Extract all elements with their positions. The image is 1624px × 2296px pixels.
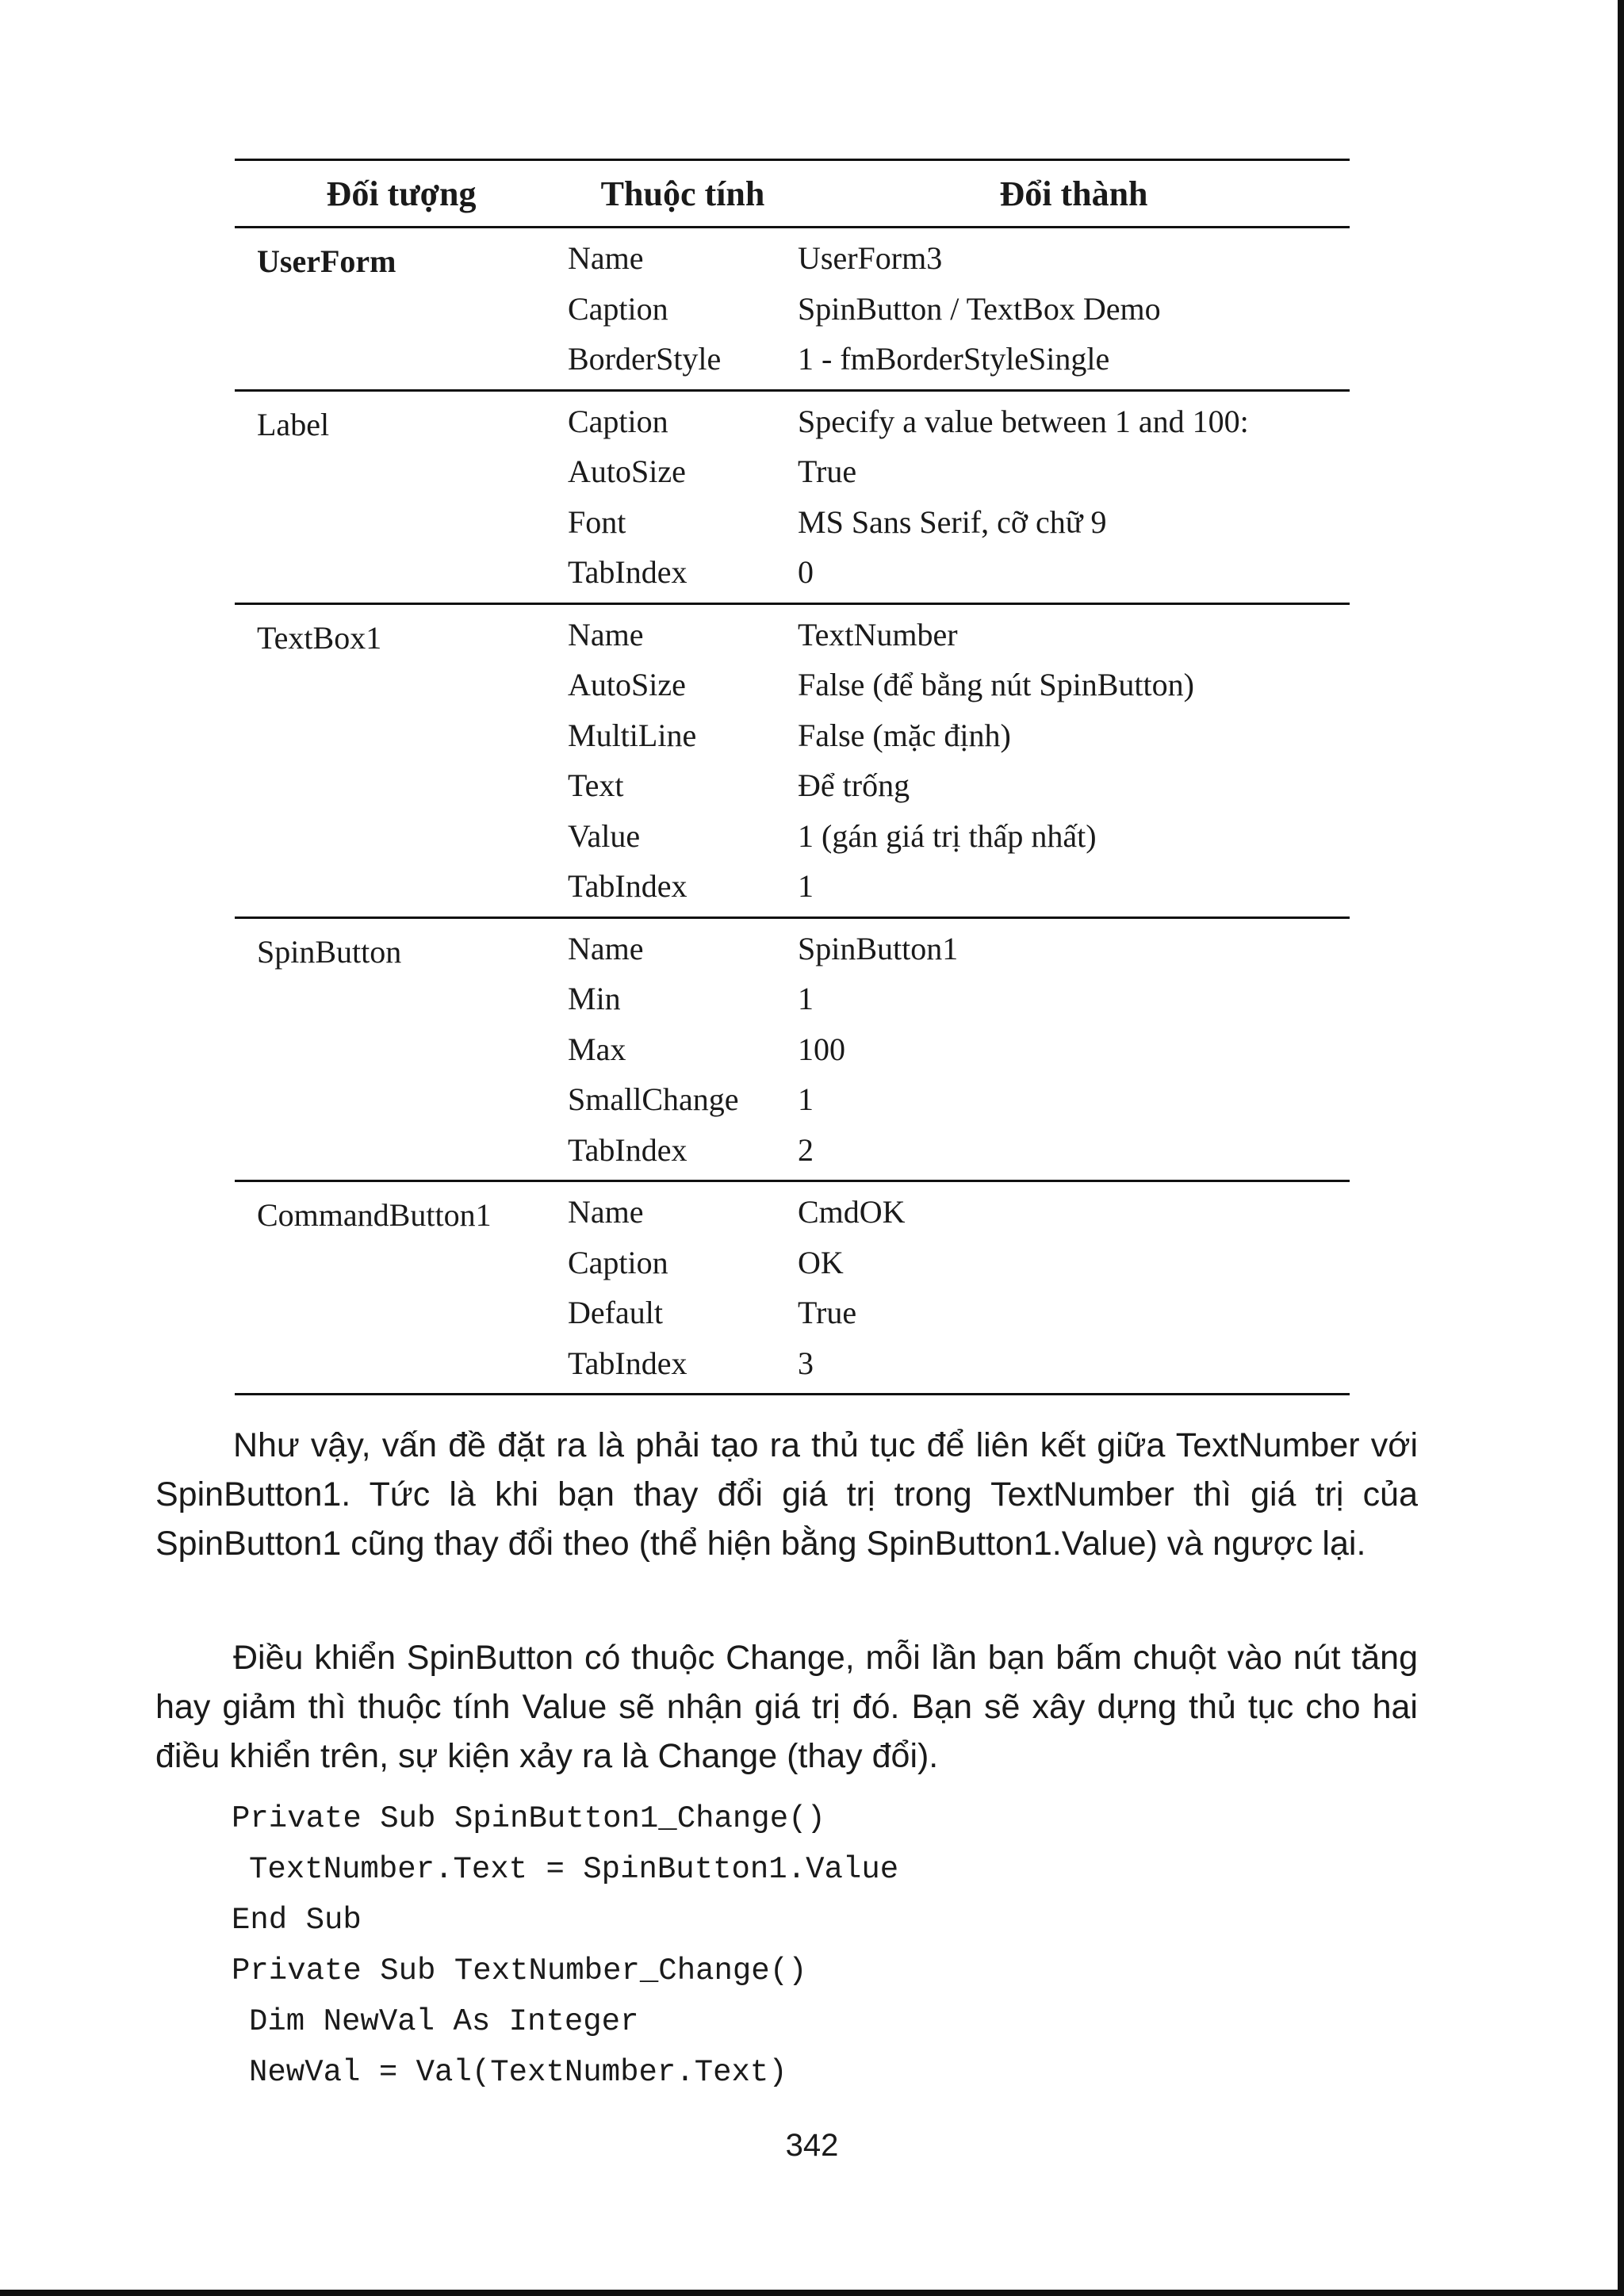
table-group	[235, 1182, 1350, 1393]
property-name: Caption	[568, 403, 668, 439]
table-row	[568, 284, 1350, 335]
table-row	[568, 1187, 1350, 1238]
page-edge-bottom	[0, 2290, 1624, 2296]
table-group	[235, 919, 1350, 1181]
property-name: BorderStyle	[568, 341, 722, 377]
table-row	[568, 660, 1350, 710]
property-value: 100	[798, 1031, 845, 1067]
property-name: Min	[568, 981, 621, 1017]
table-header	[235, 161, 1350, 226]
table-row	[568, 1024, 1350, 1075]
property-value: 0	[798, 554, 814, 591]
property-value: 3	[798, 1345, 814, 1381]
property-name: TabIndex	[568, 1131, 688, 1168]
property-name: Name	[568, 616, 644, 652]
property-name: Max	[568, 1031, 626, 1067]
page-edge-right	[1618, 0, 1624, 2296]
property-value: True	[798, 1295, 857, 1331]
property-name: Name	[568, 930, 644, 966]
table-row	[568, 334, 1350, 385]
property-value: CmdOK	[798, 1194, 906, 1230]
object-name: TextBox1	[257, 619, 382, 656]
table-row	[568, 760, 1350, 811]
table-row	[568, 1125, 1350, 1176]
object-name: Label	[257, 406, 330, 442]
property-name: Caption	[568, 1244, 668, 1280]
property-name: Value	[568, 817, 641, 854]
object-name: UserForm	[257, 243, 396, 279]
property-value: UserForm3	[798, 240, 943, 277]
property-value: 1 (gán giá trị thấp nhất)	[798, 817, 1097, 854]
object-name: SpinButton	[257, 933, 402, 970]
table-row	[568, 1338, 1350, 1389]
code-line: Private Sub TextNumber_Change()	[232, 1954, 807, 1988]
property-name: SmallChange	[568, 1081, 739, 1118]
paragraph-2: Điều khiển SpinButton có thuộc Change, mỗi lần bạn bấm chuột vào nút tăng hay giảm thì thuộc tính Value sẽ nhận giá trị đó. Bạn sẽ xây dựng thủ tục cho hai điều khiển trên, sự kiện xảy ra là Change (thay đổi).	[155, 1639, 1418, 1775]
header-object: Đối tượng	[326, 174, 477, 213]
properties-table	[235, 159, 1350, 1395]
table-group	[235, 605, 1350, 916]
property-value: OK	[798, 1244, 844, 1280]
table-row	[568, 446, 1350, 497]
header-property: Thuộc tính	[600, 174, 765, 213]
property-value: False (mặc định)	[798, 717, 1011, 753]
object-name: CommandButton1	[257, 1197, 492, 1233]
table-group	[235, 392, 1350, 603]
table-row	[568, 924, 1350, 974]
code-line: Dim NewVal As Integer	[249, 2004, 639, 2039]
table-row	[568, 710, 1350, 761]
property-value: MS Sans Serif, cỡ chữ 9	[798, 503, 1107, 540]
property-value: 1	[798, 981, 814, 1017]
property-name: MultiLine	[568, 717, 697, 753]
code-block	[232, 1793, 898, 2098]
table-row	[568, 1238, 1350, 1288]
table-row	[568, 861, 1350, 912]
property-value: Để trống	[798, 767, 910, 804]
paragraph-1: Như vậy, vấn đề đặt ra là phải tạo ra thủ tục để liên kết giữa TextNumber với SpinButton1. Tức là khi bạn thay đổi giá trị trong TextNumber thì giá trị của SpinButton1 cũng thay đổi theo (thể hiện bằng SpinButton1.Value) và ngược lại.	[155, 1426, 1418, 1563]
table-row	[568, 974, 1350, 1024]
property-value: False (để bằng nút SpinButton)	[798, 667, 1194, 703]
property-name: Font	[568, 503, 626, 540]
code-line: TextNumber.Text = SpinButton1.Value	[249, 1852, 899, 1887]
table-body	[235, 228, 1350, 1395]
property-value: True	[798, 453, 857, 490]
property-name: Caption	[568, 290, 668, 327]
property-value: Specify a value between 1 and 100:	[798, 403, 1249, 439]
table-group	[235, 228, 1350, 389]
table-row	[568, 1074, 1350, 1125]
property-name: Name	[568, 1194, 644, 1230]
code-line: End Sub	[232, 1903, 362, 1938]
property-value: 1	[798, 1081, 814, 1118]
table-row	[568, 811, 1350, 862]
code-line: NewVal = Val(TextNumber.Text)	[249, 2055, 787, 2090]
table-row	[568, 547, 1350, 598]
property-value: SpinButton1	[798, 930, 959, 966]
property-name: Name	[568, 240, 644, 277]
property-name: AutoSize	[568, 453, 686, 490]
table-row	[568, 1288, 1350, 1338]
table-row	[568, 610, 1350, 660]
table-row	[568, 396, 1350, 447]
header-value: Đổi thành	[999, 174, 1148, 213]
code-line: Private Sub SpinButton1_Change()	[232, 1801, 825, 1836]
table-row	[568, 233, 1350, 284]
property-value: SpinButton / TextBox Demo	[798, 290, 1161, 327]
property-name: TabIndex	[568, 554, 688, 591]
property-value: 1 - fmBorderStyleSingle	[798, 341, 1110, 377]
property-value: 1	[798, 868, 814, 905]
property-name: Default	[568, 1295, 663, 1331]
table-group-rule	[235, 1393, 1350, 1395]
property-name: Text	[568, 767, 624, 804]
property-value: 2	[798, 1131, 814, 1168]
property-name: TabIndex	[568, 868, 688, 905]
property-name: AutoSize	[568, 667, 686, 703]
table-row	[568, 497, 1350, 548]
page-number: 342	[785, 2128, 839, 2163]
property-value: TextNumber	[798, 616, 958, 652]
property-name: TabIndex	[568, 1345, 688, 1381]
